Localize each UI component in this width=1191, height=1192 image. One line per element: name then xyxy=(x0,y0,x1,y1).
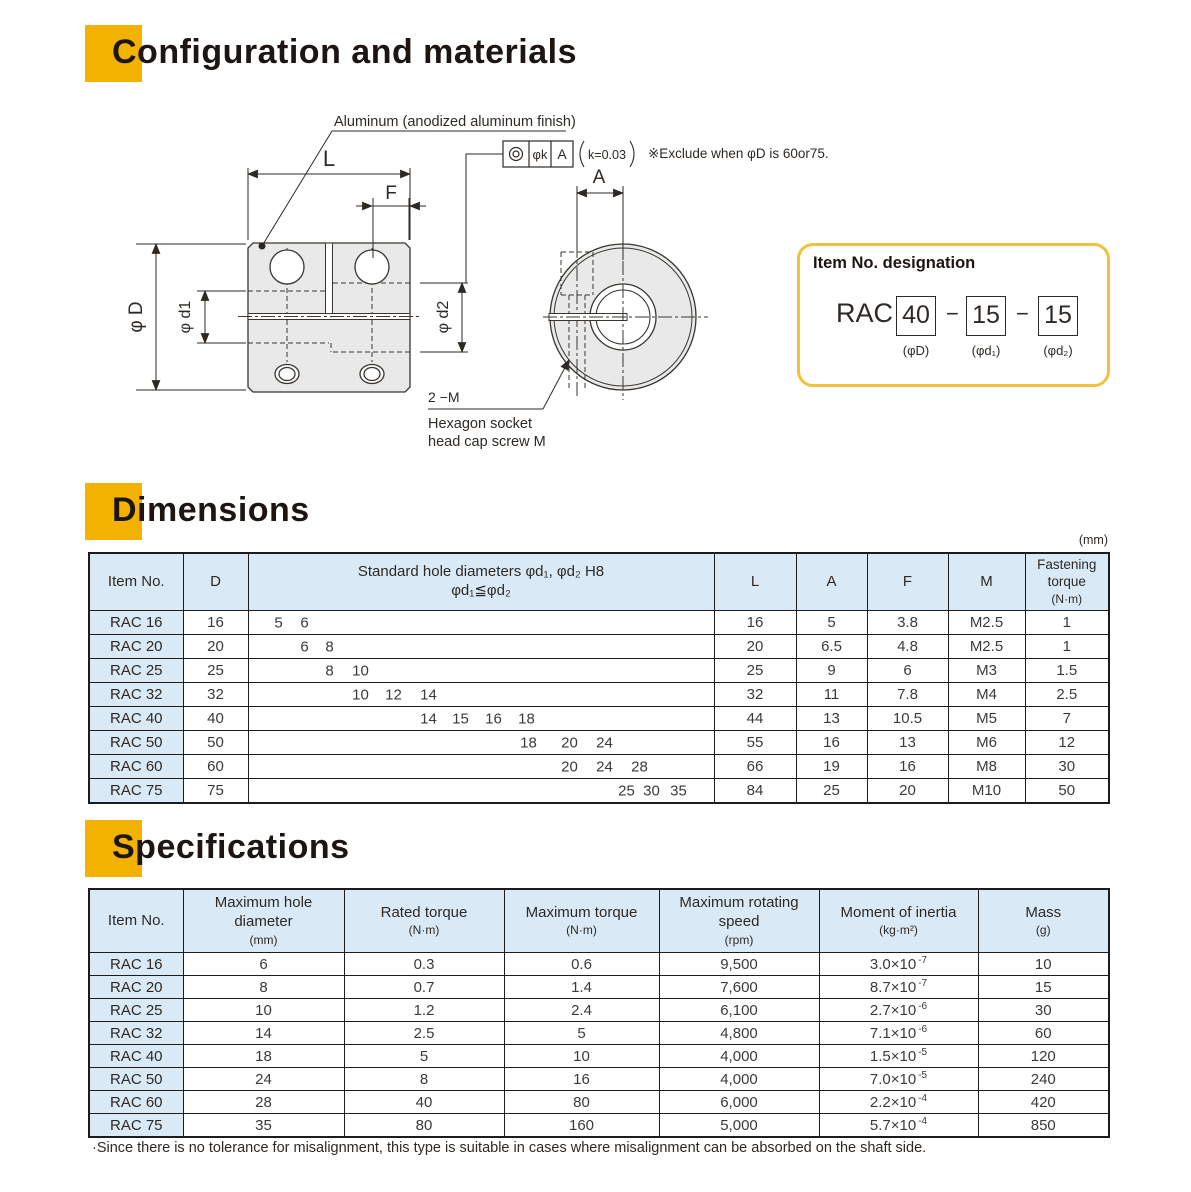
hole-diameter-value: 24 xyxy=(596,758,613,775)
item-no-cell: RAC 40 xyxy=(89,1045,183,1068)
tolerance-note: k=0.03 xyxy=(588,148,626,162)
max-rotating-speed-cell: 6,100 xyxy=(659,999,819,1022)
specifications-row xyxy=(89,1091,1109,1114)
l-cell: 66 xyxy=(714,755,796,779)
inertia-exponent: -4 xyxy=(918,1116,928,1127)
concentricity-icon xyxy=(513,151,519,157)
col-l: L xyxy=(714,553,796,611)
item-designation-box xyxy=(797,243,1110,387)
d-cell: 40 xyxy=(183,707,248,731)
dim-L-label: L xyxy=(322,146,336,171)
max-rotating-speed-cell: 6,000 xyxy=(659,1091,819,1114)
item-no-cell: RAC 60 xyxy=(89,1091,183,1114)
item-label-phid1: (φd₁) xyxy=(971,343,1001,358)
fastening-torque-cell: 1 xyxy=(1025,635,1109,659)
spec-header-label: Maximum rotating speed xyxy=(679,894,799,930)
dim-phiD-label: φ D xyxy=(126,301,147,333)
max-hole-diameter-cell: 28 xyxy=(183,1091,344,1114)
spec-header-unit: (N·m) xyxy=(566,923,597,938)
m-cell: M2.5 xyxy=(948,611,1025,635)
mass-cell: 120 xyxy=(978,1045,1109,1068)
rated-torque-cell: 40 xyxy=(344,1091,504,1114)
rated-torque-cell: 1.2 xyxy=(344,999,504,1022)
hole-diameter-value: 16 xyxy=(485,710,502,727)
item-prefix: RAC xyxy=(836,298,894,328)
mass-cell: 850 xyxy=(978,1114,1109,1138)
item-no-cell: RAC 16 xyxy=(89,953,183,976)
item-no-cell: RAC 32 xyxy=(89,1022,183,1045)
hole-diameters-cell xyxy=(248,683,714,707)
rated-torque-cell: 80 xyxy=(344,1114,504,1138)
f-cell: 6 xyxy=(867,659,948,683)
spec-col-header xyxy=(344,889,504,953)
spec-header-label: Item No. xyxy=(107,911,165,929)
section-dimensions xyxy=(85,483,685,543)
mass-cell: 240 xyxy=(978,1068,1109,1091)
f-cell: 13 xyxy=(867,731,948,755)
item-no-cell: RAC 50 xyxy=(89,731,183,755)
dim-phid2-label: φ d2 xyxy=(435,300,452,334)
spec-header-label: Maximum torque xyxy=(525,903,638,921)
mass-cell: 30 xyxy=(978,999,1109,1022)
a-cell: 11 xyxy=(796,683,867,707)
item-separator: − xyxy=(1016,301,1029,326)
item-designation-title: Item No. designation xyxy=(813,254,976,272)
dimensions-row xyxy=(89,707,1109,731)
max-rotating-speed-cell: 5,000 xyxy=(659,1114,819,1138)
material-callout xyxy=(259,114,576,250)
hole-diameter-value: 8 xyxy=(325,638,334,655)
max-hole-diameter-cell: 8 xyxy=(183,976,344,999)
max-torque-cell: 0.6 xyxy=(504,953,659,976)
hole-diameter-value: 14 xyxy=(420,686,437,703)
exclude-note: ※Exclude when φD is 60or75. xyxy=(648,146,829,161)
hole-diameter-value: 35 xyxy=(670,782,687,799)
hole-diameter-value: 5 xyxy=(274,614,283,631)
hole-diameters-cell xyxy=(248,755,714,779)
dimensions-unit-note: (mm) xyxy=(1078,533,1108,547)
moment-of-inertia-cell: 8.7×10 $^{-7}$ xyxy=(819,976,978,999)
spec-col-header xyxy=(89,889,183,953)
dimensions-row xyxy=(89,779,1109,804)
item-label-phiD: (φD) xyxy=(902,343,930,358)
spec-header-unit: (rpm) xyxy=(724,932,754,947)
col-fastening-torque xyxy=(1025,553,1109,611)
spec-col-header xyxy=(659,889,819,953)
footer-note: ·Since there is no tolerance for misalignment, this type is suitable in cases where misalignment can be absorbed on the shaft side. xyxy=(92,1140,927,1156)
specifications-row xyxy=(89,1068,1109,1091)
screw-count-label: 2 −M xyxy=(428,389,460,405)
hole-diameter-value: 24 xyxy=(596,734,613,751)
f-cell: 3.8 xyxy=(867,611,948,635)
dimension-phid2 xyxy=(420,283,468,352)
m-cell: M5 xyxy=(948,707,1025,731)
max-hole-diameter-cell: 18 xyxy=(183,1045,344,1068)
specifications-table-body xyxy=(89,953,1109,1138)
screw-label-line2: head cap screw M xyxy=(428,434,546,450)
m-cell: M6 xyxy=(948,731,1025,755)
hole-diameter-value: 6 xyxy=(300,638,309,655)
m-cell: M4 xyxy=(948,683,1025,707)
spec-header-label: Moment of inertia xyxy=(840,903,957,921)
dimensions-table-body xyxy=(89,611,1109,804)
hole-diameter-value: 18 xyxy=(520,734,537,751)
max-torque-cell: 160 xyxy=(504,1114,659,1138)
moment-of-inertia-cell: 2.2×10 $^{-4}$ xyxy=(819,1091,978,1114)
l-cell: 55 xyxy=(714,731,796,755)
mass-cell: 10 xyxy=(978,953,1109,976)
screw-callout xyxy=(428,360,569,450)
hole-diameter-value: 30 xyxy=(643,782,660,799)
max-hole-diameter-cell: 14 xyxy=(183,1022,344,1045)
item-no-cell: RAC 60 xyxy=(89,755,183,779)
col-m: M xyxy=(948,553,1025,611)
fastening-torque-cell: 1.5 xyxy=(1025,659,1109,683)
item-no-cell: RAC 32 xyxy=(89,683,183,707)
l-cell: 20 xyxy=(714,635,796,659)
f-cell: 7.8 xyxy=(867,683,948,707)
col-a: A xyxy=(796,553,867,611)
dimensions-table xyxy=(88,552,1110,804)
col-f: F xyxy=(867,553,948,611)
l-cell: 84 xyxy=(714,779,796,804)
spec-header-unit: (kg·m²) xyxy=(879,923,918,938)
dimensions-row xyxy=(89,659,1109,683)
m-cell: M3 xyxy=(948,659,1025,683)
spec-header-label: Maximum hole diameter xyxy=(214,894,313,930)
section-specifications xyxy=(85,820,685,880)
max-torque-cell: 80 xyxy=(504,1091,659,1114)
hole-diameter-value: 25 xyxy=(618,782,635,799)
col-item-no: Item No. xyxy=(89,553,183,611)
hole-diameter-value: 15 xyxy=(452,710,469,727)
dim-phid1-label: φ d1 xyxy=(177,300,194,334)
mass-cell: 15 xyxy=(978,976,1109,999)
fastening-torque-cell: 50 xyxy=(1025,779,1109,804)
side-view xyxy=(238,243,420,392)
mass-cell: 420 xyxy=(978,1091,1109,1114)
specifications-table xyxy=(88,888,1110,1138)
moment-of-inertia-cell: 1.5×10 $^{-5}$ xyxy=(819,1045,978,1068)
max-torque-cell: 2.4 xyxy=(504,999,659,1022)
l-cell: 16 xyxy=(714,611,796,635)
fastening-torque-cell: 30 xyxy=(1025,755,1109,779)
a-cell: 6.5 xyxy=(796,635,867,659)
m-cell: M10 xyxy=(948,779,1025,804)
max-hole-diameter-cell: 6 xyxy=(183,953,344,976)
d-cell: 16 xyxy=(183,611,248,635)
holes-header-line2: φd₁≦φd₂ xyxy=(451,582,511,599)
a-cell: 9 xyxy=(796,659,867,683)
dim-F-label: F xyxy=(385,183,397,204)
max-rotating-speed-cell: 9,500 xyxy=(659,953,819,976)
a-cell: 16 xyxy=(796,731,867,755)
moment-of-inertia-cell: 7.0×10 $^{-5}$ xyxy=(819,1068,978,1091)
hole-diameters-cell xyxy=(248,707,714,731)
material-label: Aluminum (anodized aluminum finish) xyxy=(334,114,576,130)
item-no-cell: RAC 20 xyxy=(89,976,183,999)
item-no-cell: RAC 50 xyxy=(89,1068,183,1091)
moment-of-inertia-cell: 3.0×10 $^{-7}$ xyxy=(819,953,978,976)
spec-col-header xyxy=(978,889,1109,953)
tolerance-value: φk xyxy=(532,147,548,162)
d-cell: 75 xyxy=(183,779,248,804)
item-no-cell: RAC 16 xyxy=(89,611,183,635)
rated-torque-cell: 0.3 xyxy=(344,953,504,976)
inertia-exponent: -5 xyxy=(918,1070,928,1081)
hole-diameter-value: 18 xyxy=(518,710,535,727)
item-value-d2: 15 xyxy=(1038,296,1078,336)
spec-header-unit: (mm) xyxy=(249,932,278,947)
hole-diameter-value: 8 xyxy=(325,662,334,679)
rated-torque-cell: 5 xyxy=(344,1045,504,1068)
hole-diameter-value: 10 xyxy=(352,686,369,703)
max-torque-cell: 1.4 xyxy=(504,976,659,999)
max-rotating-speed-cell: 4,000 xyxy=(659,1045,819,1068)
d-cell: 20 xyxy=(183,635,248,659)
torque-header-label: Fastening torque xyxy=(1037,557,1097,589)
spec-col-header xyxy=(504,889,659,953)
screw-head-circle xyxy=(355,250,389,284)
hole-diameter-value: 6 xyxy=(300,614,309,631)
max-hole-diameter-cell: 35 xyxy=(183,1114,344,1138)
max-rotating-speed-cell: 4,800 xyxy=(659,1022,819,1045)
col-standard-holes xyxy=(248,553,714,611)
f-cell: 10.5 xyxy=(867,707,948,731)
screw-head-circle xyxy=(270,250,304,284)
specifications-row xyxy=(89,953,1109,976)
item-label-phid2: (φd₂) xyxy=(1043,343,1073,358)
col-d: D xyxy=(183,553,248,611)
d-cell: 32 xyxy=(183,683,248,707)
d-cell: 50 xyxy=(183,731,248,755)
hole-diameter-value: 14 xyxy=(420,710,437,727)
configuration-title: Configuration and materials xyxy=(112,33,577,71)
specifications-header-row xyxy=(89,889,1109,953)
hole-diameter-value: 10 xyxy=(352,662,369,679)
spec-col-header xyxy=(183,889,344,953)
specifications-row xyxy=(89,999,1109,1022)
max-hole-diameter-cell: 10 xyxy=(183,999,344,1022)
max-hole-diameter-cell: 24 xyxy=(183,1068,344,1091)
tolerance-datum: A xyxy=(557,146,567,162)
d-cell: 60 xyxy=(183,755,248,779)
hole-diameters-cell xyxy=(248,659,714,683)
l-cell: 44 xyxy=(714,707,796,731)
f-cell: 20 xyxy=(867,779,948,804)
hole-diameter-value: 20 xyxy=(561,734,578,751)
spec-header-unit: (g) xyxy=(1035,923,1051,938)
rated-torque-cell: 0.7 xyxy=(344,976,504,999)
torque-header-unit: (N·m) xyxy=(1051,591,1083,606)
inertia-exponent: -7 xyxy=(918,955,928,966)
a-cell: 5 xyxy=(796,611,867,635)
a-cell: 25 xyxy=(796,779,867,804)
hole-diameters-cell xyxy=(248,731,714,755)
specifications-row xyxy=(89,1114,1109,1138)
max-rotating-speed-cell: 4,000 xyxy=(659,1068,819,1091)
dimensions-row xyxy=(89,611,1109,635)
inertia-exponent: -6 xyxy=(918,1001,928,1012)
dimensions-row xyxy=(89,755,1109,779)
fastening-torque-cell: 7 xyxy=(1025,707,1109,731)
item-value-d: 40 xyxy=(896,296,936,336)
fastening-torque-cell: 12 xyxy=(1025,731,1109,755)
rated-torque-cell: 2.5 xyxy=(344,1022,504,1045)
l-cell: 25 xyxy=(714,659,796,683)
item-no-cell: RAC 75 xyxy=(89,1114,183,1138)
max-torque-cell: 16 xyxy=(504,1068,659,1091)
a-cell: 19 xyxy=(796,755,867,779)
dimensions-row xyxy=(89,635,1109,659)
item-value-d1: 15 xyxy=(966,296,1006,336)
max-torque-cell: 5 xyxy=(504,1022,659,1045)
rated-torque-cell: 8 xyxy=(344,1068,504,1091)
a-cell: 13 xyxy=(796,707,867,731)
inertia-exponent: -6 xyxy=(918,1024,928,1035)
inertia-exponent: -4 xyxy=(918,1093,928,1104)
hole-diameter-value: 28 xyxy=(631,758,648,775)
dimension-phid1 xyxy=(177,291,246,343)
hole-diameters-cell xyxy=(248,611,714,635)
holes-header-line1: Standard hole diameters φd₁, φd₂ H8 xyxy=(357,563,605,581)
item-no-cell: RAC 25 xyxy=(89,999,183,1022)
item-no-cell: RAC 25 xyxy=(89,659,183,683)
fastening-torque-cell: 1 xyxy=(1025,611,1109,635)
hole-diameter-value: 20 xyxy=(561,758,578,775)
spec-header-label: Rated torque xyxy=(380,903,468,921)
specifications-row xyxy=(89,976,1109,999)
dimensions-header-row xyxy=(89,553,1109,611)
max-torque-cell: 10 xyxy=(504,1045,659,1068)
fastening-torque-cell: 2.5 xyxy=(1025,683,1109,707)
f-cell: 16 xyxy=(867,755,948,779)
moment-of-inertia-cell: 2.7×10 $^{-6}$ xyxy=(819,999,978,1022)
hole-diameter-value: 12 xyxy=(385,686,402,703)
item-separator: − xyxy=(946,301,959,326)
spec-header-unit: (N·m) xyxy=(408,923,440,938)
m-cell: M2.5 xyxy=(948,635,1025,659)
item-no-cell: RAC 75 xyxy=(89,779,183,804)
specifications-row xyxy=(89,1045,1109,1068)
specifications-row xyxy=(89,1022,1109,1045)
d-cell: 25 xyxy=(183,659,248,683)
dimensions-row xyxy=(89,683,1109,707)
item-no-cell: RAC 20 xyxy=(89,635,183,659)
max-rotating-speed-cell: 7,600 xyxy=(659,976,819,999)
technical-drawing xyxy=(0,0,1191,470)
spec-col-header xyxy=(819,889,978,953)
f-cell: 4.8 xyxy=(867,635,948,659)
hole-diameters-cell xyxy=(248,635,714,659)
specifications-title: Specifications xyxy=(112,828,350,866)
m-cell: M8 xyxy=(948,755,1025,779)
item-no-cell: RAC 40 xyxy=(89,707,183,731)
spec-header-label: Mass xyxy=(1025,903,1062,921)
screw-label-line1: Hexagon socket xyxy=(428,416,532,432)
hole-diameters-cell xyxy=(248,779,714,804)
moment-of-inertia-cell: 7.1×10 $^{-6}$ xyxy=(819,1022,978,1045)
mass-cell: 60 xyxy=(978,1022,1109,1045)
l-cell: 32 xyxy=(714,683,796,707)
dimensions-title: Dimensions xyxy=(112,491,310,529)
dimensions-row xyxy=(89,731,1109,755)
front-view xyxy=(543,238,708,400)
inertia-exponent: -5 xyxy=(918,1047,928,1058)
dim-A-label: A xyxy=(592,167,606,188)
concentricity-icon xyxy=(510,148,523,161)
inertia-exponent: -7 xyxy=(918,978,928,989)
moment-of-inertia-cell: 5.7×10 $^{-4}$ xyxy=(819,1114,978,1138)
